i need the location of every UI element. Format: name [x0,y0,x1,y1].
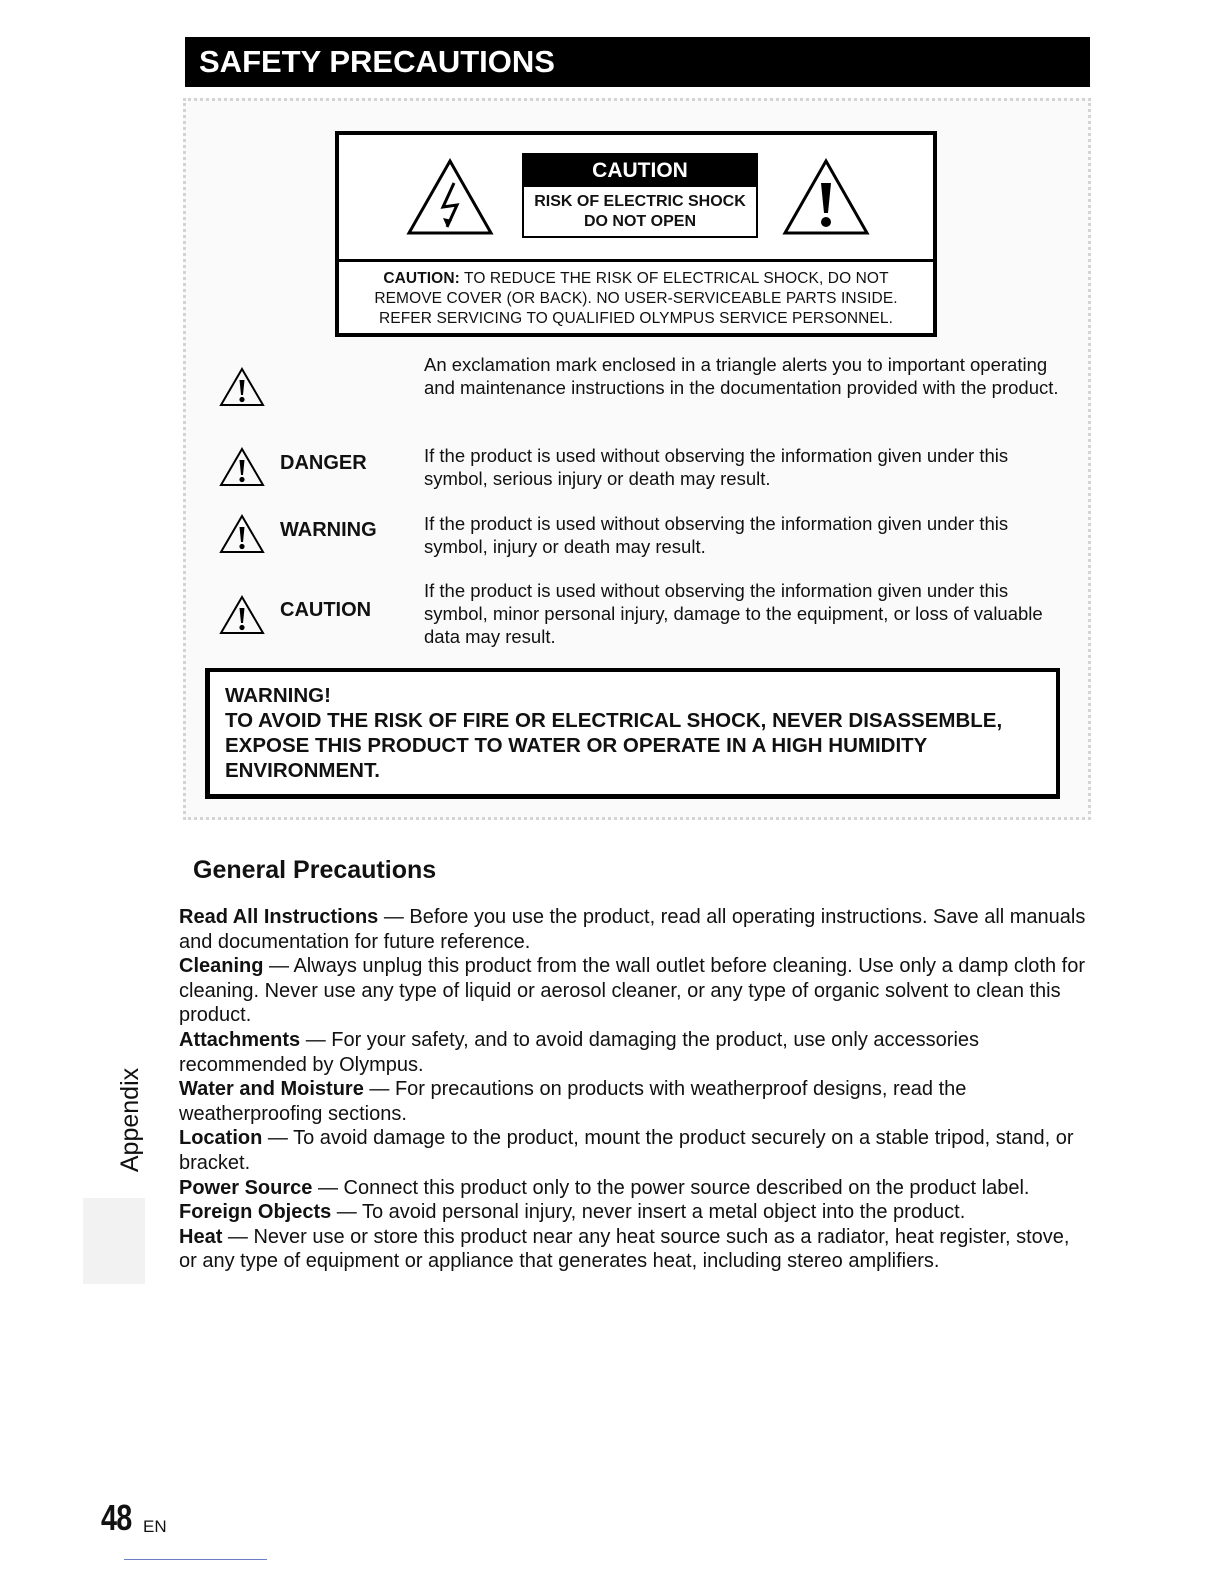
item-text: — Connect this product only to the power source described on the product label. [312,1176,1030,1199]
item-text: — Always unplug this product from the wall outlet before cleaning. Use only a damp cloth for cleaning. Never use any type of liquid or aerosol cleaner, or any type of organic solvent to clean this product. [179,955,1085,1027]
warning-line3: ENVIRONMENT. [225,759,380,782]
caution-tag [522,153,758,238]
caution-note-line3: REFER SERVICING TO QUALIFIED OLYMPUS SERVICE PERSONNEL. [379,310,893,327]
warning-label: WARNING [280,519,377,541]
item-text: — Before you use the product, read all operating instructions. Save all manuals and documentation for future reference. [179,906,1086,953]
item-text: — For precautions on products with weatherproof designs, read the weatherproofing sections. [179,1078,967,1125]
side-tab [110,1060,150,1180]
side-tab-label: Appendix [116,1067,144,1173]
item-term: Read All Instructions [179,906,379,928]
exclamation-warning-icon [781,157,871,237]
danger-triangle-icon [218,446,266,488]
list-item [179,905,1089,954]
list-item [179,1126,1089,1175]
warning-triangle-icon [218,513,266,555]
general-precautions-title: General Precautions [193,856,437,884]
item-term: Location [179,1127,263,1150]
caution-note-prefix: CAUTION: [383,270,460,287]
caution-tag-title: CAUTION [524,155,756,187]
caution-tag-line2: DO NOT OPEN [583,213,696,230]
caution-label: CAUTION [280,599,372,621]
footer-rule [124,1559,267,1560]
warning-box [205,668,1060,799]
page-title: SAFETY PRECAUTIONS [199,44,555,79]
warning-line1: TO AVOID THE RISK OF FIRE OR ELECTRICAL SHOCK, NEVER DISASSEMBLE, [225,709,1003,732]
caution-note-line1: TO REDUCE THE RISK OF ELECTRICAL SHOCK, DO NOT [464,270,889,287]
caution-label-box [335,131,937,337]
side-tab-marker [83,1198,145,1284]
exclamation-triangle-icon [218,366,266,408]
item-term: Foreign Objects [179,1201,332,1224]
caution-note [339,269,933,329]
list-item [179,1077,1089,1126]
danger-label: DANGER [280,452,367,474]
warning-line2: EXPOSE THIS PRODUCT TO WATER OR OPERATE IN A HIGH HUMIDITY [225,734,928,757]
list-item [179,1225,1089,1274]
caution-divider [339,259,933,262]
danger-description: If the product is used without observing the information given under this symbol, serious injury or death may result. [424,445,1009,489]
item-term: Attachments [179,1028,301,1051]
caution-triangle-icon [218,594,266,636]
exclamation-description: An exclamation mark enclosed in a triangle alerts you to important operating and maintenance instructions in the documentation provided with the product. [424,354,1059,398]
list-item [179,1176,1089,1201]
page-language: EN [143,1517,167,1536]
general-precautions-list [179,905,1089,1274]
list-item [179,954,1089,1028]
list-item [179,1028,1089,1077]
item-term: Cleaning [179,955,264,978]
caution-tag-body [524,187,756,236]
item-text: — For your safety, and to avoid damaging the product, use only accessories recommended by Olympus. [179,1028,980,1076]
item-term: Power Source [179,1176,313,1199]
warning-description: If the product is used without observing the information given under this symbol, injury or death may result. [424,513,1009,557]
list-item [179,1200,1089,1225]
caution-note-line2: REMOVE COVER (OR BACK). NO USER-SERVICEABLE PARTS INSIDE. [374,290,898,307]
caution-tag-line1: RISK OF ELECTRIC SHOCK [534,193,746,210]
item-text: — To avoid personal injury, never insert a metal object into the product. [331,1201,966,1224]
item-term: Heat [179,1225,223,1248]
item-text: — Never use or store this product near any heat source such as a radiator, heat register, stove, or any type of equipment or appliance that generates heat, including stereo amplifiers. [179,1225,1070,1273]
warning-heading: WARNING! [225,684,331,707]
item-text: — To avoid damage to the product, mount the product securely on a stable tripod, stand, or bracket. [179,1127,1074,1174]
page-header [185,37,1090,87]
caution-description: If the product is used without observing the information given under this symbol, minor personal injury, damage to the equipment, or loss of valuable data may result. [424,580,1043,647]
item-term: Water and Moisture [179,1078,364,1101]
electric-shock-warning-icon [405,157,495,237]
page-number: 48 [101,1497,132,1538]
